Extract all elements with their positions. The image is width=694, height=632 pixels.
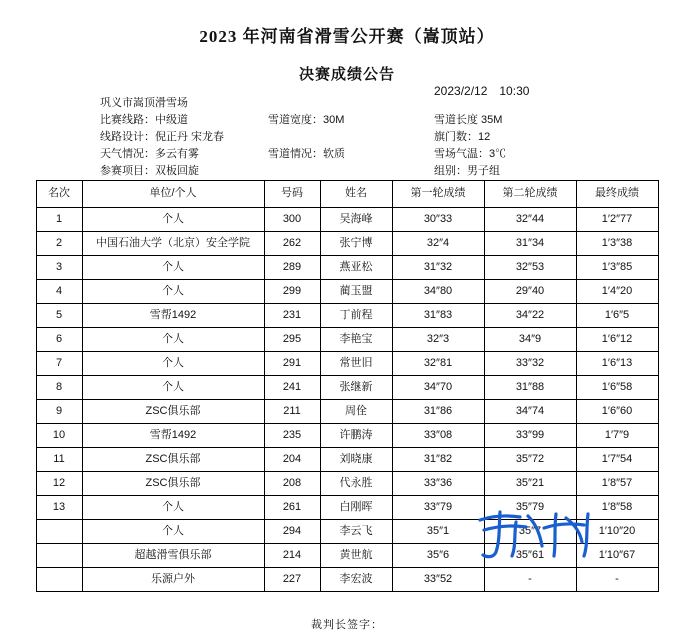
cell-unit: 雪帮1492	[82, 424, 264, 448]
cell-run2: 35″61	[484, 544, 576, 568]
table-row	[36, 328, 658, 352]
cell-number: 208	[264, 472, 320, 496]
cell-number: 300	[264, 208, 320, 232]
cell-rank: 7	[36, 352, 82, 376]
cell-run1: 34″80	[392, 280, 484, 304]
cell-rank: 11	[36, 448, 82, 472]
table-row	[36, 520, 658, 544]
cell-number: 261	[264, 496, 320, 520]
col-header-final: 最终成绩	[576, 181, 658, 208]
cell-final: 1′6″12	[576, 328, 658, 352]
meta-temperature: 雪场气温：3℃	[434, 148, 507, 160]
cell-unit: 中国石油大学（北京）安全学院	[82, 232, 264, 256]
cell-rank: 3	[36, 256, 82, 280]
cell-unit: 超越滑雪俱乐部	[82, 544, 264, 568]
event-meta	[0, 84, 694, 180]
cell-unit: 个人	[82, 208, 264, 232]
cell-final: 1′3″38	[576, 232, 658, 256]
meta-event: 参赛项目：双板回旋	[100, 165, 199, 177]
table-row	[36, 424, 658, 448]
cell-name: 李艳宝	[320, 328, 392, 352]
col-header-number: 号码	[264, 181, 320, 208]
table-row	[36, 400, 658, 424]
cell-number: 227	[264, 568, 320, 592]
table-row	[36, 448, 658, 472]
cell-run1: 32″81	[392, 352, 484, 376]
cell-number: 299	[264, 280, 320, 304]
cell-name: 蔺玉盟	[320, 280, 392, 304]
cell-rank: 5	[36, 304, 82, 328]
cell-number: 211	[264, 400, 320, 424]
cell-unit: 乐源户外	[82, 568, 264, 592]
meta-venue: 巩义市嵩顶滑雪场	[100, 97, 188, 109]
cell-run1: 31″86	[392, 400, 484, 424]
meta-weather: 天气情况：多云有雾	[100, 148, 199, 160]
cell-rank: 2	[36, 232, 82, 256]
table-header-row	[36, 181, 658, 208]
cell-run2: 31″34	[484, 232, 576, 256]
cell-run2: 32″53	[484, 256, 576, 280]
cell-rank: 8	[36, 376, 82, 400]
col-header-rank: 名次	[36, 181, 82, 208]
col-header-name: 姓名	[320, 181, 392, 208]
results-table	[36, 180, 659, 592]
cell-rank: 4	[36, 280, 82, 304]
cell-run2: 35″21	[484, 472, 576, 496]
cell-final: 1′8″57	[576, 472, 658, 496]
cell-run1: 31″82	[392, 448, 484, 472]
cell-name: 常世旧	[320, 352, 392, 376]
cell-run2: 34″22	[484, 304, 576, 328]
col-header-run2: 第二轮成绩	[484, 181, 576, 208]
meta-gate-count: 旗门数：12	[434, 131, 491, 143]
cell-unit: 个人	[82, 376, 264, 400]
cell-number: 262	[264, 232, 320, 256]
cell-final: -	[576, 568, 658, 592]
event-datetime: 2023/2/12 10:30	[434, 84, 530, 98]
cell-name: 燕亚松	[320, 256, 392, 280]
cell-run2: 29″40	[484, 280, 576, 304]
cell-number: 295	[264, 328, 320, 352]
cell-name: 李云飞	[320, 520, 392, 544]
cell-number: 231	[264, 304, 320, 328]
cell-final: 1′7″54	[576, 448, 658, 472]
cell-run1: 34″70	[392, 376, 484, 400]
cell-run2: 35″79	[484, 496, 576, 520]
cell-final: 1′6″58	[576, 376, 658, 400]
cell-number: 241	[264, 376, 320, 400]
cell-run1: 33″08	[392, 424, 484, 448]
cell-unit: 个人	[82, 496, 264, 520]
col-header-unit: 单位/个人	[82, 181, 264, 208]
cell-unit: ZSC俱乐部	[82, 448, 264, 472]
cell-rank: 6	[36, 328, 82, 352]
cell-name: 代永胜	[320, 472, 392, 496]
cell-name: 白刚晖	[320, 496, 392, 520]
cell-name: 黄世航	[320, 544, 392, 568]
table-row	[36, 304, 658, 328]
cell-name: 周佺	[320, 400, 392, 424]
page-title: 2023 年河南省滑雪公开赛（嵩顶站）	[199, 27, 495, 46]
cell-run1: 30″33	[392, 208, 484, 232]
cell-name: 许鹏涛	[320, 424, 392, 448]
cell-final: 1′8″58	[576, 496, 658, 520]
cell-name: 张继新	[320, 376, 392, 400]
table-row	[36, 256, 658, 280]
cell-final: 1′4″20	[576, 280, 658, 304]
table-row	[36, 568, 658, 592]
cell-final: 1′6″13	[576, 352, 658, 376]
col-header-run1: 第一轮成绩	[392, 181, 484, 208]
cell-number: 204	[264, 448, 320, 472]
cell-name: 吴海峰	[320, 208, 392, 232]
cell-final: 1′7″9	[576, 424, 658, 448]
table-row	[36, 280, 658, 304]
cell-run2: 33″99	[484, 424, 576, 448]
cell-run2: 32″44	[484, 208, 576, 232]
meta-slope-width: 雪道宽度：30M	[268, 114, 345, 126]
cell-unit: ZSC俱乐部	[82, 472, 264, 496]
cell-number: 294	[264, 520, 320, 544]
cell-run1: 33″79	[392, 496, 484, 520]
cell-name: 刘晓康	[320, 448, 392, 472]
cell-run1: 32″3	[392, 328, 484, 352]
table-row	[36, 208, 658, 232]
cell-name: 丁前程	[320, 304, 392, 328]
cell-rank: 10	[36, 424, 82, 448]
cell-unit: 个人	[82, 256, 264, 280]
cell-run1: 33″36	[392, 472, 484, 496]
cell-run1: 35″6	[392, 544, 484, 568]
referee-signature-label: 裁判长签字：	[311, 619, 383, 631]
cell-unit: 个人	[82, 352, 264, 376]
cell-run2: 34″9	[484, 328, 576, 352]
cell-unit: 雪帮1492	[82, 304, 264, 328]
cell-final: 1′2″77	[576, 208, 658, 232]
cell-unit: 个人	[82, 280, 264, 304]
cell-run1: 31″83	[392, 304, 484, 328]
cell-final: 1′6″60	[576, 400, 658, 424]
cell-run1: 32″4	[392, 232, 484, 256]
cell-name: 李宏波	[320, 568, 392, 592]
meta-slope-length: 雪道长度 35M	[434, 114, 503, 126]
cell-run1: 35″1	[392, 520, 484, 544]
table-row	[36, 496, 658, 520]
cell-rank: 12	[36, 472, 82, 496]
table-row	[36, 376, 658, 400]
cell-rank: 13	[36, 496, 82, 520]
cell-run1: 33″52	[392, 568, 484, 592]
cell-run2: 35″72	[484, 448, 576, 472]
cell-run2: 35″7	[484, 520, 576, 544]
cell-final: 1′3″85	[576, 256, 658, 280]
meta-route: 比赛线路：中级道	[100, 114, 188, 126]
cell-unit: 个人	[82, 520, 264, 544]
cell-run2: 33″32	[484, 352, 576, 376]
cell-run1: 31″32	[392, 256, 484, 280]
page-subtitle: 决赛成绩公告	[298, 67, 395, 83]
cell-name: 张宁博	[320, 232, 392, 256]
cell-run2: 31″88	[484, 376, 576, 400]
cell-rank	[36, 520, 82, 544]
cell-final: 1′10″67	[576, 544, 658, 568]
cell-rank	[36, 544, 82, 568]
cell-rank: 1	[36, 208, 82, 232]
table-row	[36, 472, 658, 496]
cell-number: 291	[264, 352, 320, 376]
cell-number: 289	[264, 256, 320, 280]
table-row	[36, 544, 658, 568]
cell-rank: 9	[36, 400, 82, 424]
cell-number: 214	[264, 544, 320, 568]
meta-group: 组别：男子组	[434, 165, 500, 177]
table-row	[36, 232, 658, 256]
cell-run2: 34″74	[484, 400, 576, 424]
cell-run2: -	[484, 568, 576, 592]
table-row	[36, 352, 658, 376]
cell-number: 235	[264, 424, 320, 448]
meta-slope-condition: 雪道情况：软质	[268, 148, 345, 160]
cell-final: 1′6″5	[576, 304, 658, 328]
cell-final: 1′10″20	[576, 520, 658, 544]
meta-course-designer: 线路设计：倪正丹 宋龙春	[100, 131, 225, 143]
cell-rank	[36, 568, 82, 592]
cell-unit: 个人	[82, 328, 264, 352]
cell-unit: ZSC俱乐部	[82, 400, 264, 424]
